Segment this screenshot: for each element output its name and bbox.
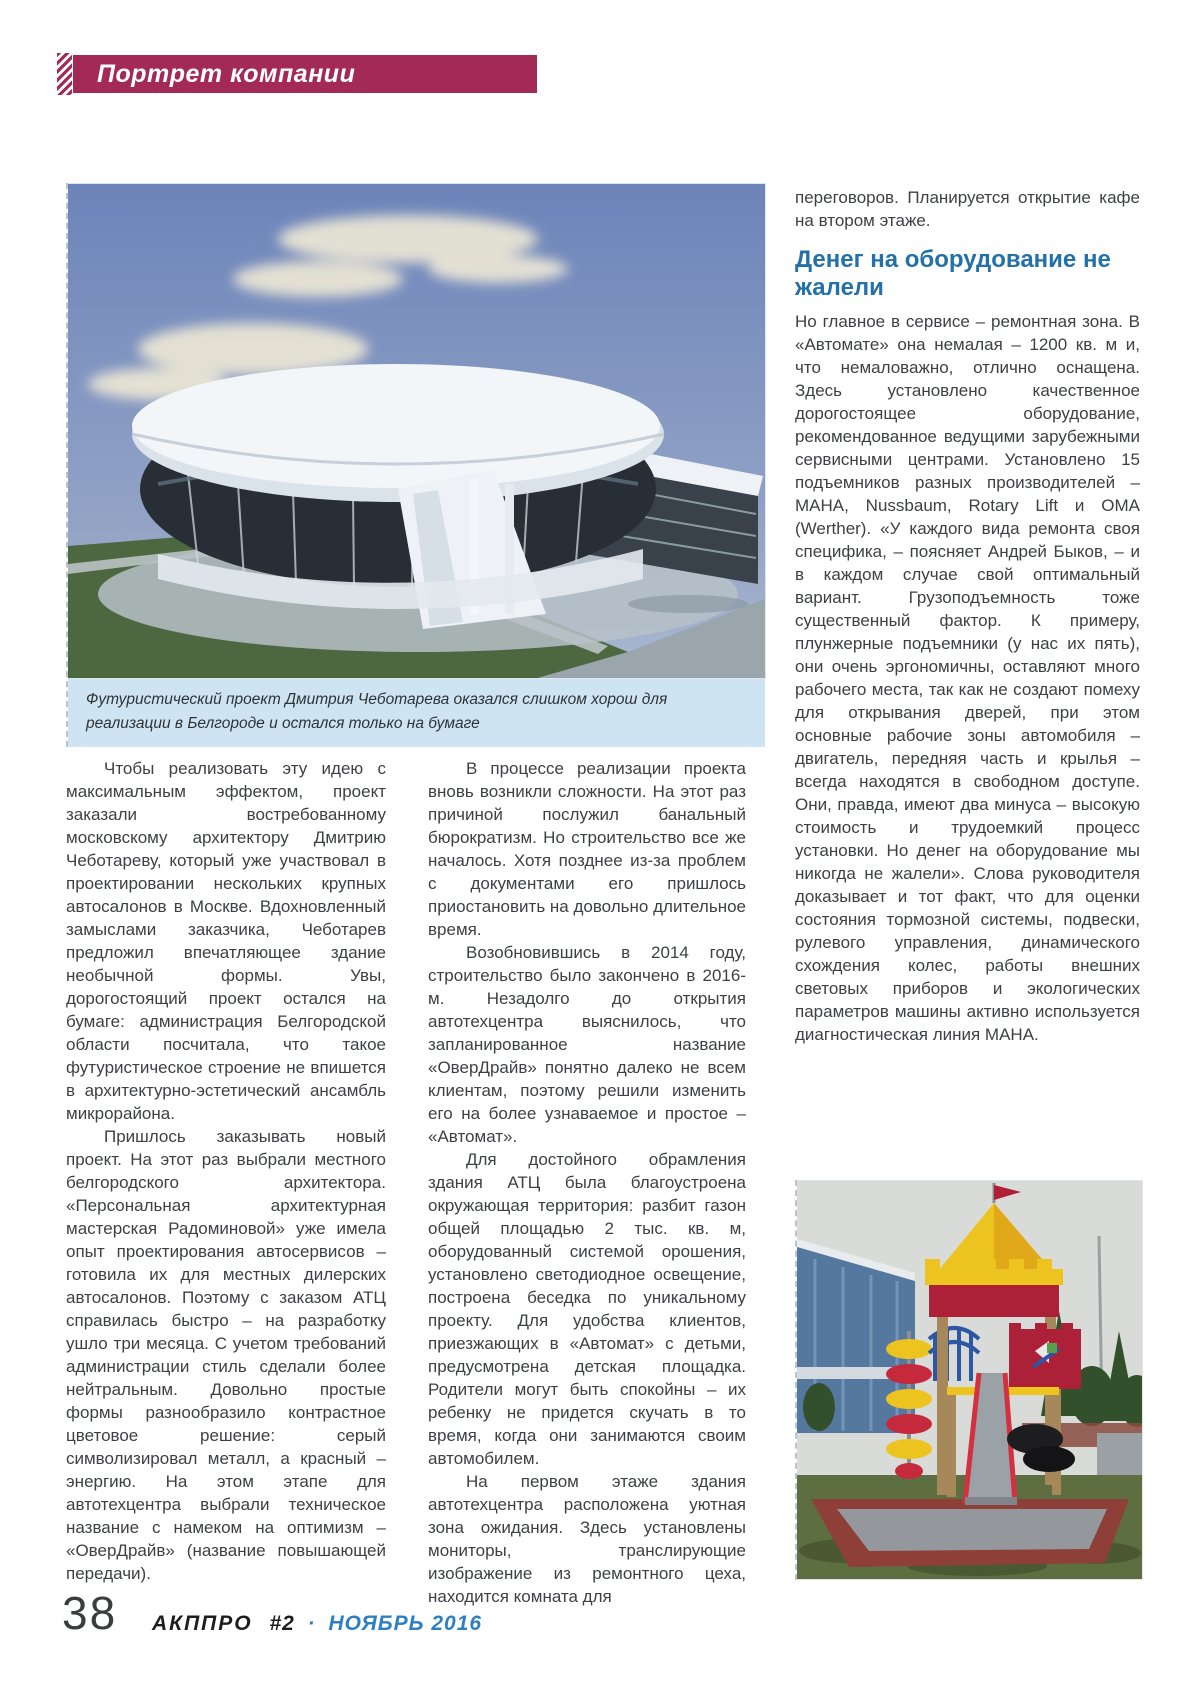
article-column-3: [795, 186, 1140, 1046]
paragraph: В процессе реализации проекта вновь возникли сложности. На этот раз причиной послужил банальный бюрократизм. Но строительство все же началось. Хотя позднее из-за проблем с документами его пришлось приостановить на довольно длительное время.: [428, 759, 746, 939]
paragraph: Но главное в сервисе – ремонтная зона. В «Автомате» она немалая – 1200 кв. м и, что немаловажно, отлично оснащена. Здесь установлено качественное дорогостоящее оборудование, рекомендованное ведущими зарубежными сервисными центрами. Установлено 15 подъемников разных производителей – MAHA, Nussbaum, Rotary Lift и OMA (Werther). «У каждого вида ремонта своя специфика, – поясняет Андрей Быков, – и в каждом случае свой оптимальный вариант. Грузоподъемность тоже существенный фактор. К примеру, плунжерные подъемники (у нас их пять), они очень эргономичны, оставляют много рабочего места, так как не создают помеху для открывания дверей, при этом основные рабочие зоны автомобиля – двигатель, передняя часть и крылья – всегда находятся в свободном доступе. Они, правда, имеют два минуса – высокую стоимость и трудоемкий процесс установки. Но денег на оборудование мы никогда не жалели». Слова руководителя доказывает и тот факт, что для оценки состояния тормозной системы, подвески, рулевого управления, динамического схождения колес, работы внешних световых приборов и экологических параметров машины активно используется диагностическая линия MAHA.: [795, 312, 1140, 1044]
paragraph: Пришлось заказывать новый проект. На этот раз выбрали местного белгородского архитектора. «Персональная архитектурная мастерская Радоминовой» уже имела опыт проектирования автосервисов – готовила их для местных дилерских автосалонов. Поэтому с заказом АТЦ справилась быстро – на разработку ушло три месяца. С учетом требований администрации стиль сделали более нейтральным. Довольно простые формы разнообразило контрастное цветовое решение: серый символизировал металл, а красный – энергию. На этом этапе для автотехцентра выбрали техническое название с намеком на оптимизм – «ОверДрайв» (название повышающей передачи).: [66, 1127, 386, 1583]
paragraph: переговоров. Планируется открытие кафе на втором этаже.: [795, 188, 1140, 230]
separator-dot: ·: [307, 1612, 316, 1635]
section-band-label: Портрет компании: [97, 59, 356, 88]
section-band: [73, 55, 537, 93]
hatch-decoration: [57, 53, 72, 95]
article-column-1: [66, 757, 386, 1585]
playground-photo: [797, 1180, 1143, 1580]
paragraph: Чтобы реализовать эту идею с максимальным эффектом, проект заказали востребованному московскому архитектору Дмитрию Чеботареву, который уже участвовал в проектировании нескольких крупных автосалонов в Москве. Вдохновленный замыслами заказчика, Чеботарев предложил впечатляющее здание необычной формы. Увы, дорогостоящий проект остался на бумаге: администрация Белгородской области посчитала, что такое футуристическое строение не впишется в архитектурно-эстетический ансамбль микрорайона.: [66, 759, 386, 1123]
section-heading: Денег на оборудование не жалели: [795, 246, 1111, 301]
article-column-2: [428, 757, 746, 1608]
paragraph: На первом этаже здания автотехцентра расположена уютная зона ожидания. Здесь установлены мониторы, транслирующие изображение из ремонтного цеха, находится комната для: [428, 1472, 746, 1606]
footer: [152, 1612, 482, 1636]
magazine-logo: АКППРО: [152, 1612, 253, 1635]
hero-figure: [66, 183, 765, 747]
playground-figure: [795, 1180, 1142, 1580]
paragraph: Для достойного обрамления здания АТЦ была благоустроена окружающая территория: разбит газон общей площадью 2 тыс. кв. м, оборудованный системой орошения, установлено светодиодное освещение, построена беседка по уникальному проекту. Для удобства клиентов, приезжающих в «Автомат» с детьми, предусмотрена детская площадка. Родители могут быть спокойны – их ребенку не придется скучать в то время, когда они занимаются своим автомобилем.: [428, 1150, 746, 1468]
page-number: 38: [62, 1587, 118, 1639]
building-render-image: [68, 183, 766, 679]
hero-caption: Футуристический проект Дмитрия Чеботарева оказался слишком хорош для реализации в Белгороде и остался только на бумаге: [68, 679, 765, 747]
paragraph: Возобновившись в 2014 году, строительство было закончено в 2016-м. Незадолго до открытия автотехцентра выяснилось, что запланированное название «ОверДрайв» понятно далеко не всем клиентам, поэтому решили изменить его на более узнаваемое и простое – «Автомат».: [428, 943, 746, 1146]
issue-number: #2: [269, 1612, 295, 1635]
issue-date: НОЯБРЬ 2016: [328, 1612, 483, 1635]
